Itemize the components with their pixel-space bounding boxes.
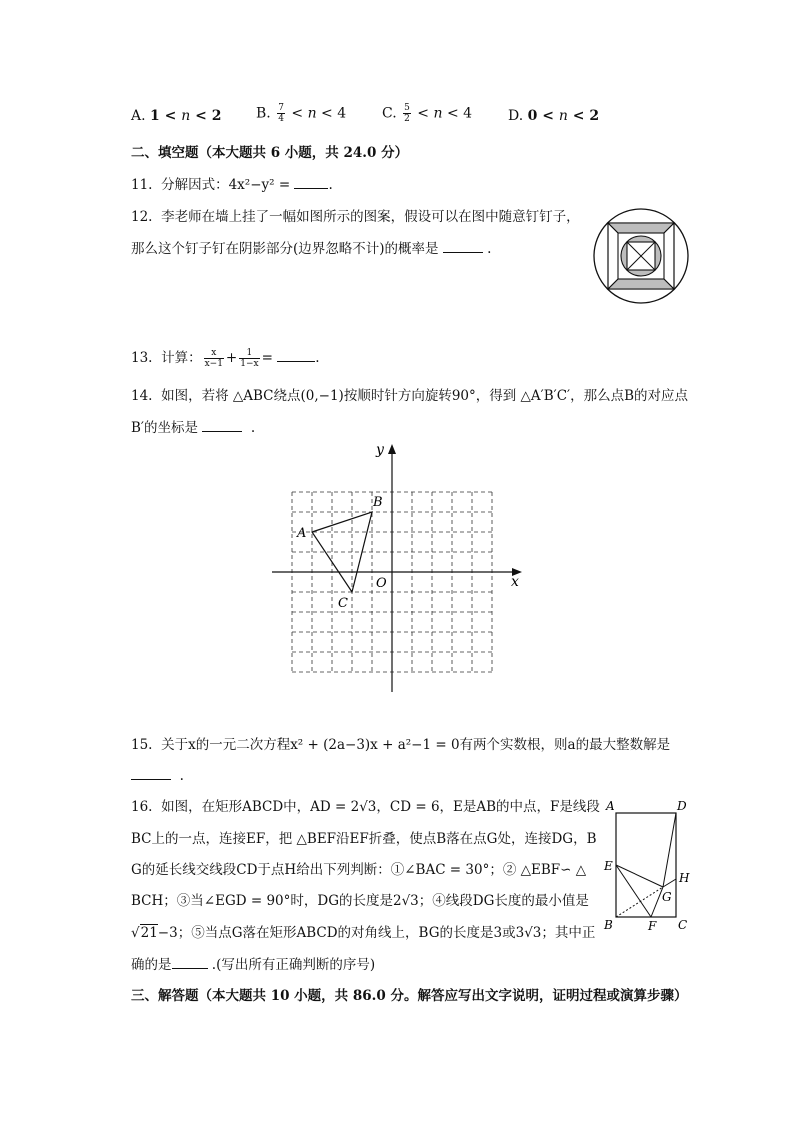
answer-blank[interactable] bbox=[131, 779, 171, 780]
question-16-line5: √21−3；⑤当点G落在矩形ABCD的对角线上，BG的长度是3或3√3；其中正 bbox=[131, 925, 596, 941]
question-12-line1: 12. 李老师在墙上挂了一幅如图所示的图案，假设可以在图中随意钉钉子， bbox=[131, 209, 580, 225]
question-13: 13. 计算： $\frac{x}{x-1}$ + $\frac{1}{1-x}$ = . bbox=[131, 348, 320, 369]
answer-blank[interactable] bbox=[277, 361, 315, 362]
segment-bg-dashed bbox=[616, 887, 663, 917]
option-a: A. 1 < n < 2 bbox=[131, 108, 222, 124]
point-b-label: B bbox=[373, 495, 383, 510]
question-16-line2: BC上的一点，连接EF，把 △BEF沿EF折叠，使点B落在点G处，连接DG，B bbox=[131, 831, 597, 847]
answer-blank[interactable] bbox=[294, 188, 328, 189]
segment-dg bbox=[663, 813, 676, 887]
question-15-line2: . bbox=[131, 766, 184, 786]
answer-blank[interactable] bbox=[202, 431, 242, 432]
origin-label: O bbox=[376, 576, 387, 591]
question-16-line1: 16. 如图，在矩形ABCD中，AD = 2√3，CD = 6，E是AB的中点，F是线段 bbox=[131, 799, 600, 815]
label-h: H bbox=[679, 871, 690, 885]
question-12-line2: 那么这个钉子钉在阴影部分(边界忽略不计)的概率是 . bbox=[131, 241, 492, 257]
label-d: D bbox=[677, 799, 687, 813]
question-16-line6: 确的是 .(写出所有正确判断的序号) bbox=[131, 957, 376, 973]
y-axis-arrow bbox=[388, 444, 396, 454]
answer-blank[interactable] bbox=[443, 252, 483, 253]
option-d: D. 0 < n < 2 bbox=[508, 108, 600, 124]
question-16-line3: G的延长线交线段CD于点H给出下列判断：①∠BAC = 30°；② △EBF∽ △ bbox=[131, 862, 587, 878]
question-14-line2: B′的坐标是 . bbox=[131, 420, 256, 436]
question-16-line4: BCH；③当∠EGD = 90°时，DG的长度是2√3；④线段DG长度的最小值是 bbox=[131, 893, 589, 909]
label-f: F bbox=[648, 919, 657, 933]
question-14-line1: 14. 如图，若将 △ABC绕点(0,−1)按顺时针方向旋转90°，得到 △A′B′C′，那么点B的对应点 bbox=[131, 388, 689, 404]
section2-heading: 二、填空题（本大题共 6 小题，共 24.0 分） bbox=[131, 145, 409, 161]
q14-coordinate-grid bbox=[266, 440, 528, 700]
question-11: 11. 分解因式：4x²−y² = . bbox=[131, 177, 333, 193]
label-c: C bbox=[678, 918, 688, 932]
y-axis-label: y bbox=[376, 442, 384, 458]
label-e: E bbox=[604, 859, 613, 873]
point-c-label: C bbox=[338, 596, 348, 611]
shaded-top-trapezoid bbox=[608, 223, 674, 233]
label-b: B bbox=[604, 918, 613, 932]
q12-pattern-figure bbox=[592, 207, 690, 305]
x-axis-label: x bbox=[511, 574, 519, 590]
label-g: G bbox=[662, 890, 672, 904]
shaded-bottom-trapezoid bbox=[608, 279, 674, 289]
segment-gh bbox=[663, 879, 676, 887]
label-a: A bbox=[606, 799, 615, 813]
question-15-line1: 15. 关于x的一元二次方程x² + (2a−3)x + a²−1 = 0有两个实数根，则a的最大整数解是 bbox=[131, 737, 671, 753]
option-c: C. $\frac{5}{2}$ < n < 4 bbox=[382, 103, 473, 124]
q16-rectangle-figure bbox=[596, 793, 696, 935]
point-a-label: A bbox=[297, 526, 307, 541]
section3-heading: 三、解答题（本大题共 10 小题，共 86.0 分。解答应写出文字说明，证明过程或演算步骤） bbox=[131, 988, 688, 1004]
answer-blank[interactable] bbox=[172, 968, 208, 969]
option-b: B. $\frac{7}{4}$ < n < 4 bbox=[256, 103, 347, 124]
